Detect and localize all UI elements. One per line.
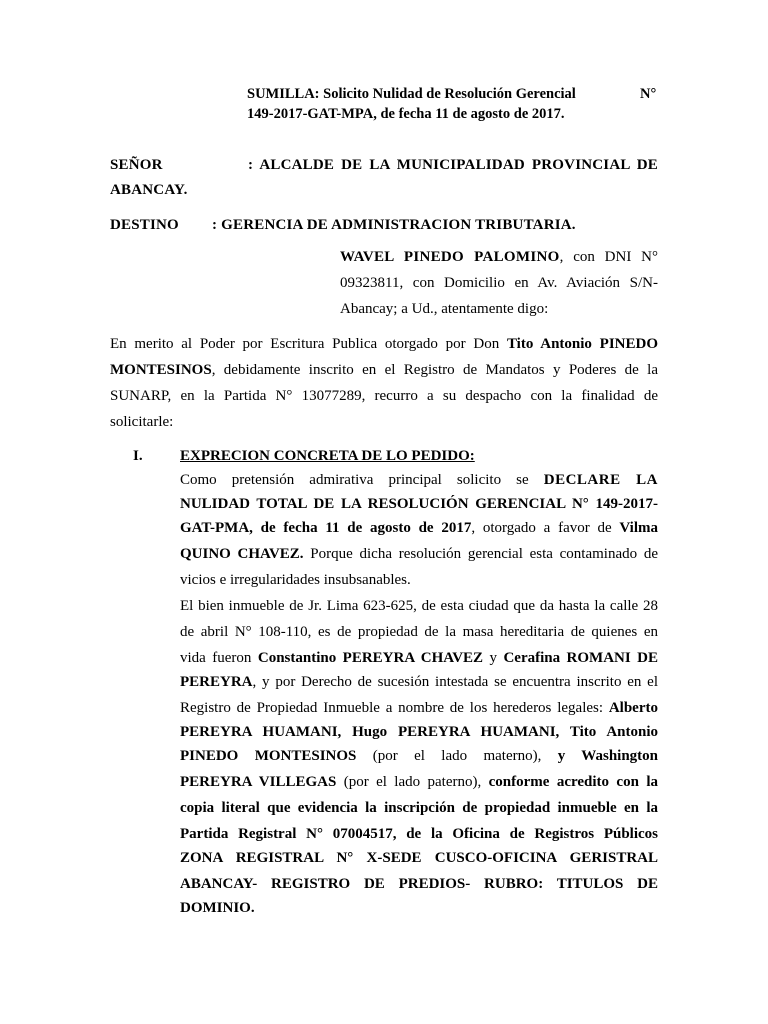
- destino-value: : GERENCIA DE ADMINISTRACION TRIBUTARIA.: [212, 217, 576, 233]
- senor-value-cont: ABANCAY.: [110, 182, 188, 198]
- p2-line-4: PEREYRA, y por Derecho de sucesión intestada se encuentra inscrito en el: [180, 674, 658, 690]
- p2-line-13: DOMINIO.: [180, 900, 255, 916]
- p2-line-12: ABANCAY- REGISTRO DE PREDIOS- RUBRO: TITULOS DE: [180, 876, 658, 892]
- p2-line-5: Registro de Propiedad Inmueble a nombre de los herederos legales: Alberto: [180, 700, 658, 716]
- p2-line-1: El bien inmueble de Jr. Lima 623-625, de esta ciudad que da hasta la calle 28: [180, 598, 658, 614]
- intro-line-1: En merito al Poder por Escritura Publica otorgado por Don Tito Antonio PINEDO: [110, 336, 658, 352]
- destino-label: DESTINO: [110, 217, 179, 233]
- solicitante-line-2: 09323811, con Domicilio en Av. Aviación S/N-: [340, 275, 658, 291]
- section-number: I.: [133, 448, 143, 464]
- sumilla-line-1: [247, 84, 576, 104]
- section-heading: EXPRECION CONCRETA DE LO PEDIDO:: [180, 448, 475, 464]
- p2-line-10: Partida Registral N° 07004517, de la Oficina de Registros Públicos: [180, 826, 658, 842]
- intro-line-4: solicitarle:: [110, 414, 174, 430]
- p2-line-3: vida fueron Constantino PEREYRA CHAVEZ y Cerafina ROMANI DE: [180, 650, 658, 666]
- solicitante-line-1: WAVEL PINEDO PALOMINO, con DNI N°: [340, 249, 659, 265]
- p1-line-2: NULIDAD TOTAL DE LA RESOLUCIÓN GERENCIAL N° 149-2017-: [180, 496, 658, 512]
- senor-label: SEÑOR: [110, 157, 163, 173]
- intro-line-3: SUNARP, en la Partida N° 13077289, recurro a su despacho con la finalidad de: [110, 388, 658, 404]
- p2-line-9: copia literal que evidencia la inscripción de propiedad inmueble en la: [180, 800, 658, 816]
- intro-line-2: MONTESINOS, debidamente inscrito en el Registro de Mandatos y Poderes de la: [110, 362, 658, 378]
- p1-line-4: QUINO CHAVEZ. Porque dicha resolución gerencial esta contaminado de: [180, 546, 658, 562]
- senor-value: : ALCALDE DE LA MUNICIPALIDAD PROVINCIAL DE: [248, 157, 658, 173]
- sumilla-text: SUMILLA: Solicito Nulidad de Resolución Gerencial: [247, 86, 576, 102]
- p2-line-6: PEREYRA HUAMANI, Hugo PEREYRA HUAMANI, Tito Antonio: [180, 724, 658, 740]
- sumilla-number-sign: N°: [640, 86, 657, 102]
- p2-line-2: de abril N° 108-110, es de propiedad de la masa hereditaria de quienes en: [180, 624, 658, 640]
- sumilla-line-2: 149-2017-GAT-MPA, de fecha 11 de agosto de 2017.: [247, 106, 565, 122]
- p1-line-1: Como pretensión admirativa principal solicito se DECLARE LA: [180, 472, 658, 488]
- p2-line-7: PINEDO MONTESINOS (por el lado materno), y Washington: [180, 748, 659, 764]
- p2-line-8: PEREYRA VILLEGAS (por el lado paterno), conforme acredito con la: [180, 774, 658, 790]
- p2-line-11: ZONA REGISTRAL N° X-SEDE CUSCO-OFICINA GERISTRAL: [180, 850, 658, 866]
- p1-line-5: vicios e irregularidades insubsanables.: [180, 572, 411, 588]
- p1-line-3: GAT-PMA, de fecha 11 de agosto de 2017, otorgado a favor de Vilma: [180, 520, 659, 536]
- solicitante-line-3: Abancay; a Ud., atentamente digo:: [340, 301, 549, 317]
- solicitante-name: WAVEL PINEDO PALOMINO: [340, 249, 560, 265]
